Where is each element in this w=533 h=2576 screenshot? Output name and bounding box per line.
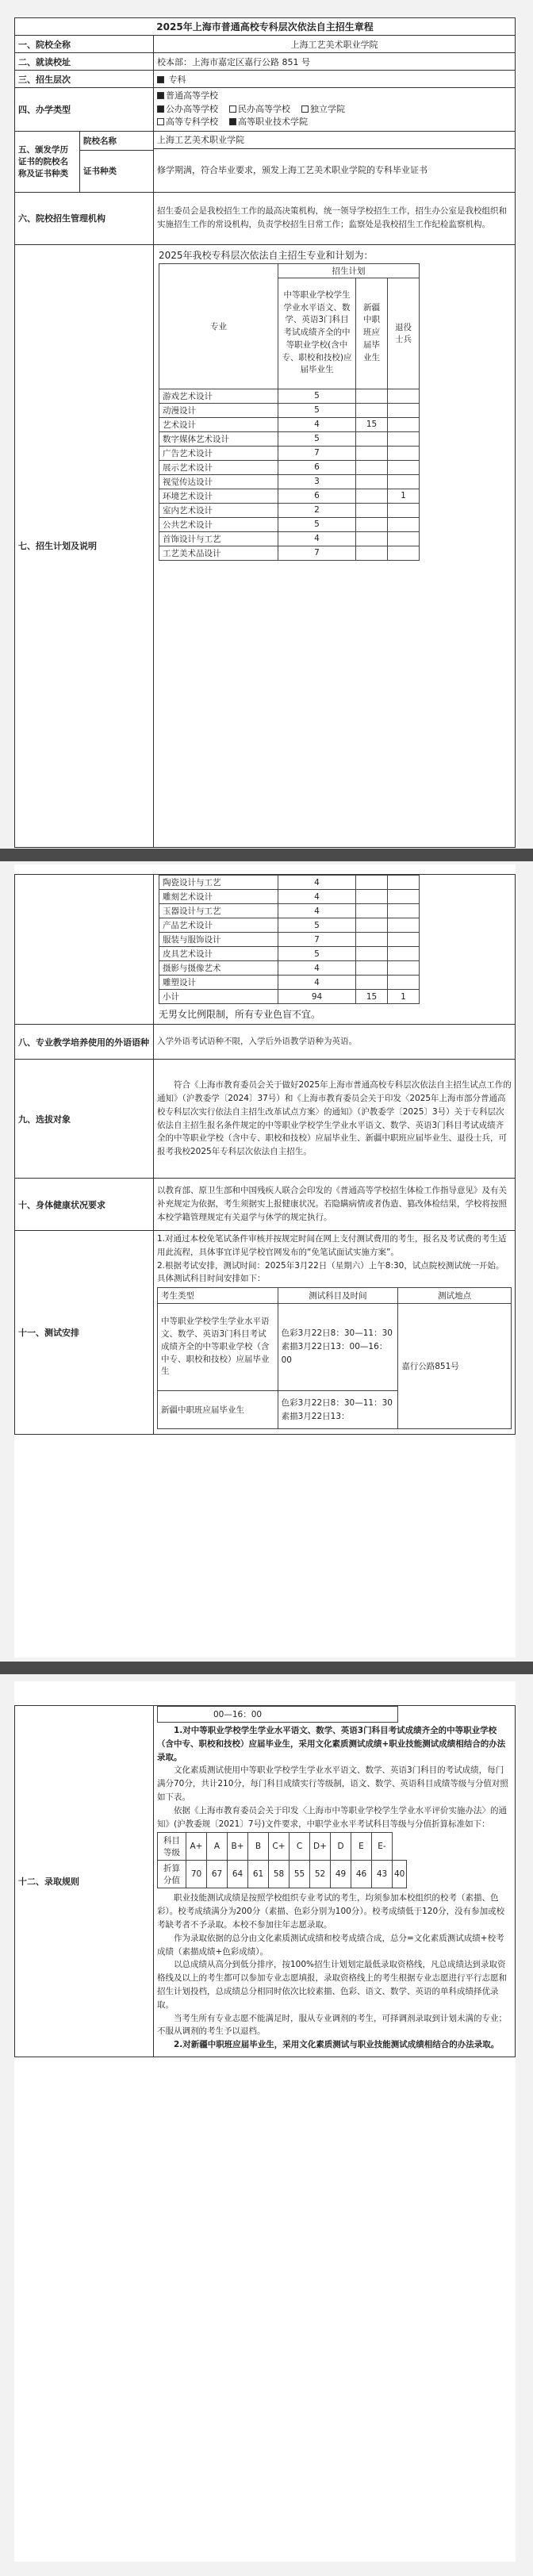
plan-row [159, 474, 420, 489]
major-cell: 动漫设计 [159, 403, 278, 417]
count-b-cell [356, 517, 388, 531]
major-cell: 广告艺术设计 [159, 446, 278, 460]
plan-cell [154, 244, 516, 847]
count-b-cell [356, 431, 388, 446]
count-c-cell [388, 918, 420, 933]
plan-row [159, 489, 420, 503]
plan-row [159, 918, 420, 933]
admission-p6: 以总成绩从高分到低分排序，按100%招生计划划定最低录取资格线，凡总成绩达到录取资格线及以上的考生都可以参加专业志愿填报，录取资格线上的考生根据专业志愿进行平行志愿和招生计划投档，总成绩总分相同时依次比较素描、色彩、语文、数学、英语的单科成绩择优录取。 [157, 1960, 507, 2010]
grade-cell: A [207, 1833, 228, 1861]
school-name-label: 一、院校全称 [15, 36, 154, 53]
count-c-cell [388, 890, 420, 904]
grade-cell: C [290, 1833, 310, 1861]
score-cell: 46 [351, 1861, 372, 1888]
count-a-cell: 4 [278, 417, 356, 431]
page-1 [14, 17, 516, 846]
org-value: 招生委员会是我校招生工作的最高决策机构，统一领导学校招生工作，招生办公室是我校组织和实施招生工作的常设机构，负责学校招生日常工作；监察处是我校招生工作纪检监察机构。 [154, 192, 516, 244]
score-label: 折算分值 [158, 1861, 186, 1888]
score-cell: 58 [269, 1861, 290, 1888]
count-b-cell [356, 961, 388, 976]
plan-heading: 2025年我校专科层次依法自主招生专业和计划为： [159, 249, 374, 261]
count-b-cell [356, 976, 388, 990]
plan-note: 无男女比例限制，所有专业色盲不宜。 [159, 1009, 321, 1020]
count-c-cell [388, 403, 420, 417]
checkbox-checked-icon [157, 92, 164, 99]
charter-table [14, 17, 516, 848]
score-cell: 49 [331, 1861, 351, 1888]
score-cell: 61 [248, 1861, 269, 1888]
plan-continue-label [15, 875, 154, 1025]
count-b-cell [356, 933, 388, 947]
major-cell: 摄影与摄像艺术 [159, 961, 278, 976]
score-cell: 43 [372, 1861, 393, 1888]
plan-row [159, 517, 420, 531]
type-option: 公办高等学校 [166, 103, 218, 114]
plan-row [159, 990, 420, 1004]
count-c-cell [388, 904, 420, 918]
type-option: 高等职业技术学院 [238, 117, 308, 127]
major-cell: 皮具艺术设计 [159, 947, 278, 961]
count-a-cell: 7 [278, 446, 356, 460]
cert-school-label: 院校名称 [80, 132, 153, 151]
count-a-cell: 3 [278, 474, 356, 489]
school-name-value: 上海工艺美术职业学院 [154, 36, 516, 53]
count-a-cell: 2 [278, 503, 356, 517]
count-b-cell [356, 947, 388, 961]
col-b-header: 新疆中职班应届毕业生 [356, 278, 388, 389]
cert-type-value: 修学期满，符合毕业要求，颁发上海工艺美术职业学院的专科毕业证书 [154, 149, 516, 192]
test-p2: 2.根据考试安排，测试时间：2025年3月22日（星期六）上午8:30，试点院校测试统一开始。具体测试科目时间安排如下： [157, 1260, 504, 1284]
plan-row [159, 546, 420, 560]
admission-p4: 职业技能测试成绩是按照学校组织专业考试的考生，均须参加本校组织的校考（素描、色彩）。校考成绩满分为200分（素描、色彩分别为100分）。校考成绩低于120分，没有参加或校考缺考者不予录取。本校不参加往年志愿录取。 [157, 1893, 505, 1930]
count-a-cell: 5 [278, 517, 356, 531]
lang-label: 八、专业教学培养使用的外语语种 [15, 1025, 154, 1060]
plan-row [159, 933, 420, 947]
count-b-cell [356, 389, 388, 403]
address-label: 二、就读校址 [15, 53, 154, 71]
count-a-cell: 6 [278, 489, 356, 503]
major-cell: 首饰设计与工艺 [159, 531, 278, 546]
grade-cell: A+ [186, 1833, 207, 1861]
admission-p7: 当考生所有专业志愿不能满足时，服从专业调剂的考生，可择调剂录取到计划未满的专业；不服从调剂的考生予以退档。 [157, 2013, 507, 2037]
carry-time: 00—16：00 [158, 1707, 398, 1723]
plan-row [159, 389, 420, 403]
major-cell: 小计 [159, 990, 278, 1004]
type-option: 普通高等学校 [166, 90, 218, 101]
count-c-cell [388, 474, 420, 489]
count-c-cell [388, 517, 420, 531]
count-b-cell [356, 403, 388, 417]
checkbox-empty-icon [157, 118, 164, 125]
count-c-cell [388, 446, 420, 460]
count-a-cell: 5 [278, 918, 356, 933]
test-p1: 1.对通过本校免笔试条件审核并按规定时间在网上支付测试费用的考生，报名及考试费的考生适用此流程，具体事宜详见学校官网发布的“免笔试面试实施方案”。 [157, 1234, 507, 1257]
count-b-cell [356, 904, 388, 918]
count-b-cell [356, 446, 388, 460]
charter-table-2 [14, 874, 516, 1435]
count-c-cell [388, 947, 420, 961]
count-a-cell: 4 [278, 531, 356, 546]
count-a-cell: 7 [278, 546, 356, 560]
count-c-cell [388, 431, 420, 446]
count-a-cell: 5 [278, 389, 356, 403]
count-c-cell [388, 460, 420, 474]
grade-cell: B+ [228, 1833, 248, 1861]
plan-row [159, 417, 420, 431]
level-label: 三、招生层次 [15, 71, 154, 88]
plan-row [159, 503, 420, 517]
health-label: 十、身体健康状况要求 [15, 1179, 154, 1231]
count-a-cell: 4 [278, 961, 356, 976]
score-cell: 40 [393, 1861, 407, 1888]
col-major-header: 专业 [159, 263, 278, 389]
admission-p3: 依据《上海市教育委员会关于印发〈上海市中等职业学校学生学业水平评价实施办法〉的通知》(沪教委规〔2021〕7号)文件要求，中职学业水平考试科目等级与分值折算标准如下： [157, 1805, 507, 1829]
col-a-header: 中等职业学校学生学业水平语文、数学、英语3门科目考试成绩齐全的中等职业学校(含中专、职校和技校)应届毕业生 [278, 278, 356, 389]
plan-cell-2 [154, 875, 516, 1025]
plan-row [159, 961, 420, 976]
plan-row [159, 431, 420, 446]
plan-row [159, 947, 420, 961]
admission-p1: 1.对中等职业学校学生学业水平语文、数学、英语3门科目考试成绩齐全的中等职业学校（含中专、职校和技校）应届毕业生，采用文化素质测试成绩+职业技能测试成绩相结合的办法录取。 [157, 1726, 506, 1762]
major-cell: 服装与服饰设计 [159, 933, 278, 947]
plan-header: 招生计划 [278, 263, 420, 278]
major-cell: 产品艺术设计 [159, 918, 278, 933]
admission-label: 十二、录取规则 [15, 1706, 154, 2057]
score-cell: 70 [186, 1861, 207, 1888]
test-label: 十一、测试安排 [15, 1231, 154, 1435]
plan-row [159, 460, 420, 474]
type-label: 四、办学类型 [15, 88, 154, 132]
grade-cell: E- [372, 1833, 393, 1861]
plan-table-2 [159, 875, 420, 1004]
major-cell: 环境艺术设计 [159, 489, 278, 503]
score-cell: 52 [310, 1861, 331, 1888]
count-a-cell: 7 [278, 933, 356, 947]
admission-p2: 文化素质测试使用中等职业学校学生学业水平语文、数学、英语3门科目的考试成绩，每门满分70分，共计210分，每门科目成绩实行等级制，语文、数学、英语科目成绩等级与分值对照如下表。 [157, 1765, 508, 1802]
checkbox-checked-icon [229, 118, 236, 125]
grade-label: 科目等级 [158, 1833, 186, 1861]
plan-row [159, 890, 420, 904]
checkbox-checked-icon [157, 105, 164, 113]
cert-school-value: 上海工艺美术职业学院 [154, 131, 516, 149]
health-value: 以教育部、原卫生部和中国残疾人联合会印发的《普通高等学校招生体检工作指导意见》及有关补充规定为依据，考生须据实上报健康状况。若隐瞒病情或者伪造、篡改体检结果，学校将按照本校学籍管理规定有关退学与休学的规定执行。 [154, 1179, 516, 1231]
sched-r1-time: 色彩3月22日8：30—11：30 素描3月22日13：00—16：00 [278, 1304, 398, 1391]
level-text: 专科 [168, 74, 186, 85]
major-cell: 游戏艺术设计 [159, 389, 278, 403]
sched-r2-who: 新疆中职班应届毕业生 [158, 1391, 278, 1429]
count-b-cell [356, 489, 388, 503]
major-cell: 数字媒体艺术设计 [159, 431, 278, 446]
plan-row [159, 531, 420, 546]
sched-h-time: 测试科目及时间 [278, 1288, 398, 1304]
count-c-cell [388, 933, 420, 947]
count-b-cell [356, 460, 388, 474]
grade-cell: D [331, 1833, 351, 1861]
sched-h-who: 考生类型 [158, 1288, 278, 1304]
count-c-cell: 1 [388, 990, 420, 1004]
col-c-header: 退役士兵 [388, 278, 420, 389]
test-schedule-table [157, 1287, 512, 1429]
grade-cell: B [248, 1833, 269, 1861]
sched-r2-time: 色彩3月22日8：30—11：30 素描3月22日13： [278, 1391, 398, 1429]
page-3 [14, 1681, 516, 2562]
level-value [154, 71, 516, 88]
count-a-cell: 4 [278, 904, 356, 918]
count-a-cell: 5 [278, 431, 356, 446]
major-cell: 室内艺术设计 [159, 503, 278, 517]
count-b-cell [356, 503, 388, 517]
count-a-cell: 6 [278, 460, 356, 474]
count-b-cell: 15 [356, 417, 388, 431]
count-c-cell [388, 417, 420, 431]
major-cell: 工艺美术品设计 [159, 546, 278, 560]
score-cell: 67 [207, 1861, 228, 1888]
count-c-cell [388, 876, 420, 890]
count-b-cell [356, 546, 388, 560]
major-cell: 陶瓷设计与工艺 [159, 876, 278, 890]
target-value: 符合《上海市教育委员会关于做好2025年上海市普通高校专科层次依法自主招生试点工作的通知》（沪教委学〔2024〕37号）和《上海市教育委员会关于印发〈2025年上海市部分普通高校专科层次实行依法自主招生改革试点方案〉的通知》（沪教委学〔2025〕3号）关于专科层次依法自主招生报名条件规定的中等职业学校学生学业水平语文、数学、英语3门科目考试成绩齐全的中等职业学校（含中专、职校和技校）应届毕业生、新疆中职班应届毕业生、退役士兵，可报考我校2025年专科层次依法自主招生。 [154, 1060, 516, 1179]
sched-r1-who: 中等职业学校学生学业水平语文、数学、英语3门科目考试成绩齐全的中等职业学校（含中专、职校和技校）应届毕业生 [158, 1304, 278, 1391]
major-cell: 公共艺术设计 [159, 517, 278, 531]
page-separator [0, 849, 533, 861]
checkbox-empty-icon [301, 105, 309, 113]
count-a-cell: 4 [278, 876, 356, 890]
count-a-cell: 94 [278, 990, 356, 1004]
major-cell: 展示艺术设计 [159, 460, 278, 474]
count-b-cell [356, 531, 388, 546]
major-cell: 视觉传达设计 [159, 474, 278, 489]
count-c-cell [388, 546, 420, 560]
admission-p8: 2.对新疆中职班应届毕业生，采用文化素质测试与职业技能测试成绩相结合的办法录取。 [174, 2040, 500, 2050]
type-option: 高等专科学校 [166, 117, 218, 127]
sched-h-place: 测试地点 [398, 1288, 512, 1304]
charter-table-3 [14, 1705, 516, 2057]
type-options [154, 88, 516, 132]
plan-row [159, 403, 420, 417]
page-2 [14, 864, 516, 1658]
major-cell: 雕刻艺术设计 [159, 890, 278, 904]
org-label: 六、院校招生管理机构 [15, 192, 154, 244]
count-c-cell: 1 [388, 489, 420, 503]
count-c-cell [388, 961, 420, 976]
admission-cell [154, 1706, 516, 2057]
count-b-cell [356, 876, 388, 890]
type-option: 民办高等学校 [238, 103, 290, 114]
major-cell: 艺术设计 [159, 417, 278, 431]
major-cell: 玉器设计与工艺 [159, 904, 278, 918]
grade-cell: C+ [269, 1833, 290, 1861]
count-c-cell [388, 389, 420, 403]
checkbox-checked-icon [157, 76, 164, 83]
lang-value: 入学外语考试语种不限，入学后外语教学语种为英语。 [154, 1025, 516, 1060]
score-cell: 64 [228, 1861, 248, 1888]
count-a-cell: 5 [278, 403, 356, 417]
page-separator [0, 1662, 533, 1674]
target-label: 九、选拔对象 [15, 1060, 154, 1179]
count-b-cell [356, 890, 388, 904]
count-c-cell [388, 531, 420, 546]
count-c-cell [388, 503, 420, 517]
plan-label: 七、招生计划及说明 [15, 244, 154, 847]
count-a-cell: 4 [278, 890, 356, 904]
major-cell: 雕塑设计 [159, 976, 278, 990]
plan-row [159, 876, 420, 890]
count-a-cell: 4 [278, 976, 356, 990]
cert-label: 五、颁发学历证书的院校名称及证书种类 [15, 132, 80, 192]
grade-cell: E [351, 1833, 372, 1861]
score-cell: 55 [290, 1861, 310, 1888]
plan-row [159, 904, 420, 918]
checkbox-empty-icon [229, 105, 236, 113]
count-b-cell [356, 918, 388, 933]
cert-type-label: 证书种类 [83, 167, 117, 176]
plan-row [159, 976, 420, 990]
count-b-cell [356, 474, 388, 489]
count-b-cell: 15 [356, 990, 388, 1004]
cert-cell [15, 131, 154, 192]
carry-table [157, 1706, 398, 1723]
grade-cell: D+ [310, 1833, 331, 1861]
plan-row [159, 446, 420, 460]
type-option: 独立学院 [310, 103, 345, 114]
address-value: 校本部：上海市嘉定区嘉行公路 851 号 [154, 53, 516, 71]
page-title: 2025年上海市普通高校专科层次依法自主招生章程 [15, 18, 516, 36]
count-c-cell [388, 976, 420, 990]
plan-table [159, 263, 420, 561]
test-cell [154, 1231, 516, 1435]
count-a-cell: 5 [278, 947, 356, 961]
admission-p5: 作为录取依据的总分由文化素质测试成绩和校考成绩合成，总分=文化素质测试成绩+校考成绩（素描成绩+色彩成绩）。 [157, 1933, 504, 1957]
grade-table [157, 1832, 407, 1888]
sched-place: 嘉行公路851号 [398, 1304, 512, 1429]
